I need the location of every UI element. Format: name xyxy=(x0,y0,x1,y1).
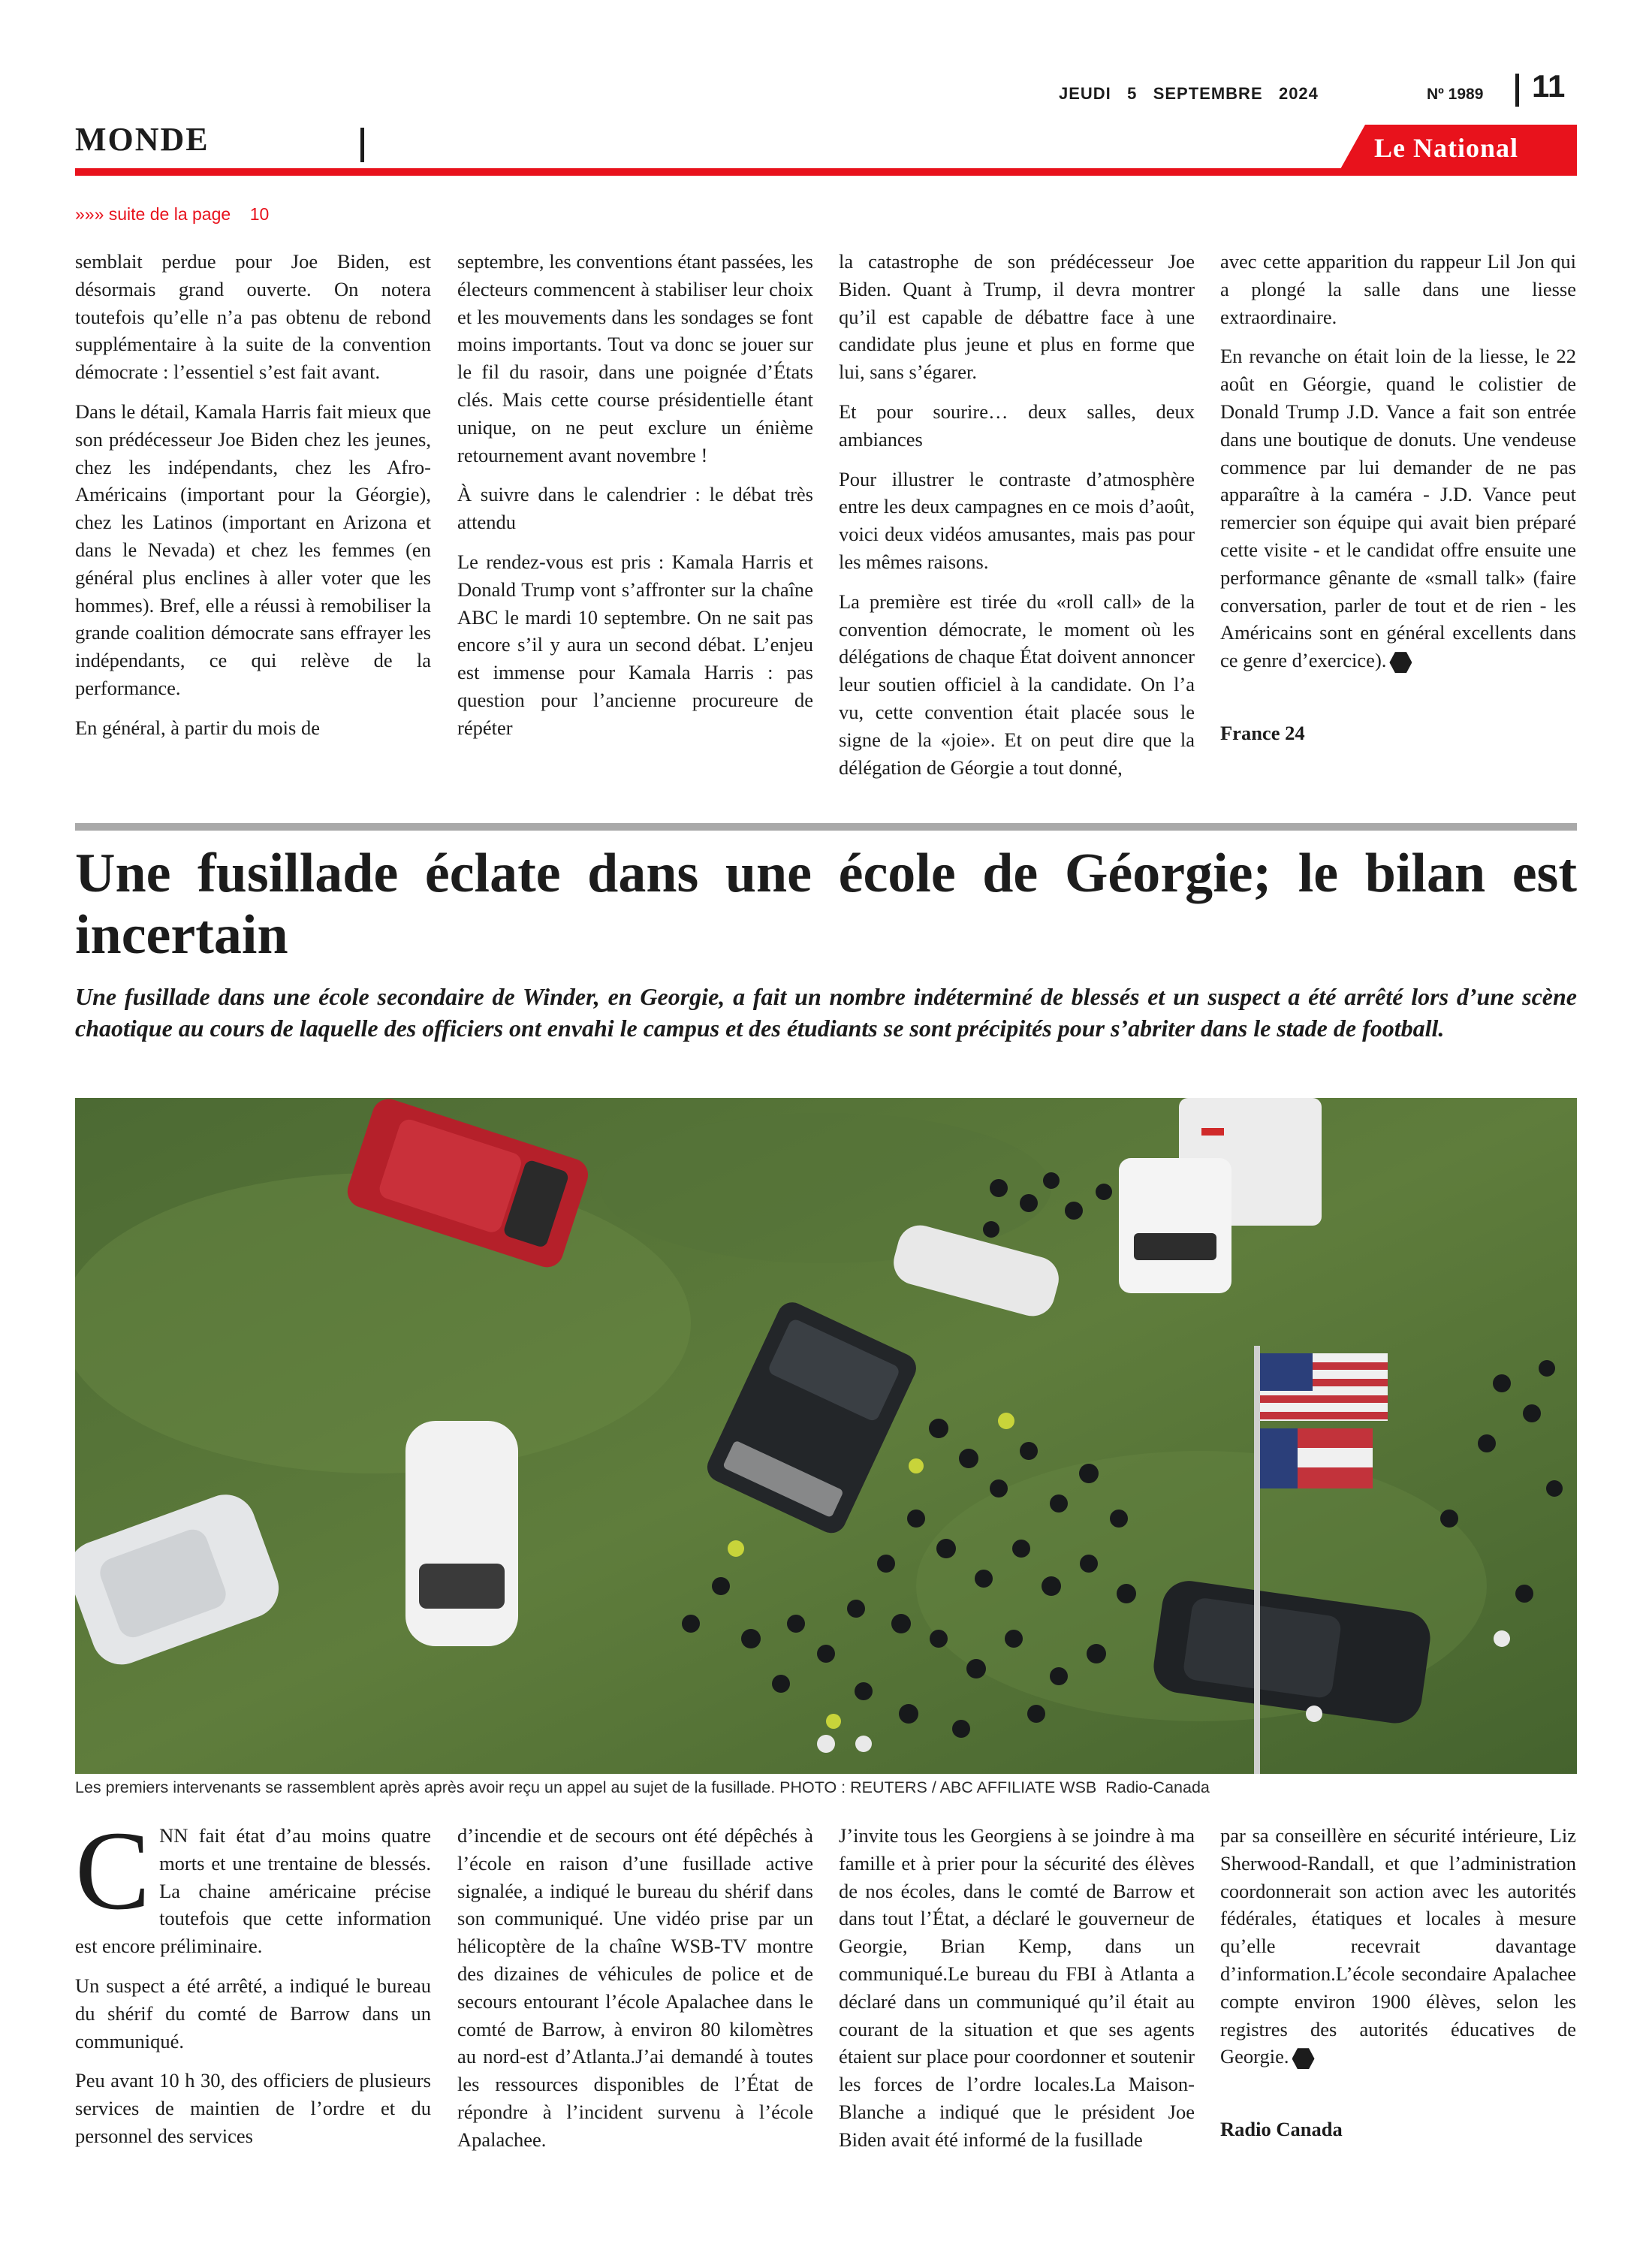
article-source: Radio Canada xyxy=(1220,2118,1343,2141)
first-paragraph xyxy=(75,1822,431,1960)
paragraph: La première est tirée du «roll call» de la convention démocrate, le moment où les délégations de chaque État doivent annoncer leur soutien officiel à la candidate. On l’a vu, cette convention était placée sous le signe de la «joie». Et on peut dire que la délégation de Géorgie a tout donné, xyxy=(839,590,1195,779)
paragraph-text: NN fait état d’au moins quatre morts et une trentaine de blessés. La chaine américaine précise toutefois que cette information est encore préliminaire. xyxy=(75,1824,431,1958)
end-of-article-icon xyxy=(1389,652,1412,673)
paragraph: En général, à partir du mois de xyxy=(75,716,320,739)
issue-number: Nº 1989 xyxy=(1427,86,1484,103)
article-source: France 24 xyxy=(1220,721,1305,744)
paragraph-text: En revanche on était loin de la liesse, le 22 août en Géorgie, quand le colistier de Donald Trump J.D. Vance a fait son entrée dans une boutique de donuts. Une vendeuse commence par lui demander de ne pas apparaître à la caméra - J.D. Vance peut remercier son équipe qui avait bien préparé cette visite - et le candidat offre ensuite une performance gênante de «small talk» (faire conversation, parler de tout et de rien - les Américains sont en général excellents dans ce genre d’exercice). xyxy=(1220,345,1576,672)
article-lede: Une fusillade dans une école secondaire de Winder, en Georgie, a fait un nombre indéterminé de blessés et un suspect a été arrêté lors d’une scène chaotique au cours de laquelle des officiers ont envahi le campus et des étudiants se sont précipités pour s’abriter dans le stade de football. xyxy=(75,983,1577,1042)
paragraph-text: par sa conseillère en sécurité intérieure, Liz Sherwood-Randall, et que l’administration coordonnerait son action avec les autorités fédérales, étatiques et locales à mesure qu’elle recevrait davantage d’information.L’école secondaire Apalachee compte environ 1900 élèves, selon les registres des autorités éducatives de Georgie. xyxy=(1220,1824,1576,2068)
paragraph: Peu avant 10 h 30, des officiers de plusieurs services de maintien de l’ordre et du personnel des services xyxy=(75,2069,431,2147)
subheading: Et pour sourire… deux salles, deux ambiances xyxy=(839,400,1195,451)
section-title: MONDE xyxy=(75,121,210,158)
paragraph: septembre, les conventions étant passées, les électeurs commencent à stabiliser leur choix et les mouvements dans les sondages se font moins importants. Tout va donc se jouer sur le fil du rasoir, dans une poignée d’États clés. Mais cette course présidentielle étant unique, on ne peut exclure un énième retournement avant novembre ! xyxy=(457,250,813,466)
main-story-column-4 xyxy=(1220,1822,1576,2187)
main-story-column-1 xyxy=(75,1822,431,2187)
paragraph: semblait perdue pour Joe Biden, est désormais grand ouverte. On notera toutefois qu’elle n’a pas obtenu de rebond supplémentaire à la suite de la convention démocrate : l’essentiel s’est fait avant. xyxy=(75,250,431,384)
page-number: 11 xyxy=(1532,68,1566,104)
paragraph: avec cette apparition du rappeur Lil Jon qui a plongé la salle dans une liesse extraordinaire. xyxy=(1220,250,1576,328)
issue-date: JEUDI 5 SEPTEMBRE 2024 xyxy=(1059,84,1319,103)
paragraph: Dans le détail, Kamala Harris fait mieux que son prédécesseur Joe Biden chez les jeunes, chez les indépendants, chez les Afro-Américains (important pour la Géorgie), chez les Latinos (important en Arizona et dans le Nevada) et chez les femmes (en général plus enclines à aller voter que les hommes). Bref, elle a réussi à remobiliser la grande coalition démocrate sans effrayer les indépendants, ce qui relève de la performance. xyxy=(75,400,431,699)
paragraph: J’invite tous les Georgiens à se joindre à ma famille et à prier pour la sécurité des élèves de nos écoles, dans le comté de Barrow et dans tout l’État, a déclaré le gouverneur de Georgie, Brian Kemp, dans un communiqué.Le bureau du FBI à Atlanta a déclaré dans un communiqué qu’il était au courant de la situation et que ses agents étaient sur place pour coordonner et soutenir les forces de l’ordre locales.La Maison-Blanche a indiqué que le président Joe Biden avait été informé de la fusillade xyxy=(839,1824,1195,2151)
main-story-column-3 xyxy=(839,1822,1195,2187)
section-divider xyxy=(360,128,364,162)
end-of-article-icon xyxy=(1292,2048,1315,2069)
main-story-column-2 xyxy=(457,1822,813,2187)
paragraph: d’incendie et de secours ont été dépêchés à l’école en raison d’une fusillade active signalée, a indiqué le bureau du shérif dans son communiqué. Une vidéo prise par un hélicoptère de la chaîne WSB-TV montre des dizaines de véhicules de police et de secours entourant l’école Apalachee dans le comté de Barrow, à environ 80 kilomètres au nord-est d’Atlanta.J’ai demandé à toutes les ressources disponibles de l’État de répondre à l’incident survenu à l’école Apalachee. xyxy=(457,1824,813,2151)
paragraph xyxy=(1220,1822,1576,2071)
drop-cap: C xyxy=(75,1822,151,1933)
header-divider xyxy=(1515,74,1519,107)
continued-from-link[interactable]: »»» suite de la page 10 xyxy=(75,204,270,224)
paragraph: la catastrophe de son prédécesseur Joe Biden. Quant à Trump, il devra montrer qu’il est capable de débattre face à une candidate plus jeune et plus en forme que lui, sans s’égarer. xyxy=(839,250,1195,384)
paragraph: Pour illustrer le contraste d’atmosphère entre les deux campagnes en ce mois d’août, voici deux vidéos amusantes, mais pas pour les mêmes raisons. xyxy=(839,467,1195,573)
newspaper-name: Le National xyxy=(1374,133,1519,163)
paragraph: Le rendez-vous est pris : Kamala Harris et Donald Trump vont s’affronter sur la chaîne ABC le mardi 10 septembre. On ne sait pas encore s’il y aura un second débat. L’enjeu est immense pour Kamala Harris : pas question pour l’ancienne procureure de répéter xyxy=(457,550,813,739)
top-story-column-3 xyxy=(839,248,1195,798)
article-separator xyxy=(75,823,1577,831)
subheading: À suivre dans le calendrier : le débat très attendu xyxy=(457,483,813,534)
photo-caption: Les premiers intervenants se rassemblent après après avoir reçu un appel au sujet de la fusillade. PHOTO : REUTERS / ABC AFFILIATE WSB Radio-Canada xyxy=(75,1778,1210,1796)
news-photo xyxy=(75,1098,1577,1774)
article-headline: Une fusillade éclate dans une école de Géorgie; le bilan est incertain xyxy=(75,843,1577,966)
paragraph xyxy=(1220,342,1576,674)
paragraph: Un suspect a été arrêté, a indiqué le bureau du shérif du comté de Barrow dans un communiqué. xyxy=(75,1974,431,2052)
top-story-column-2 xyxy=(457,248,813,798)
top-story-column-1 xyxy=(75,248,431,798)
top-story-column-4 xyxy=(1220,248,1576,798)
